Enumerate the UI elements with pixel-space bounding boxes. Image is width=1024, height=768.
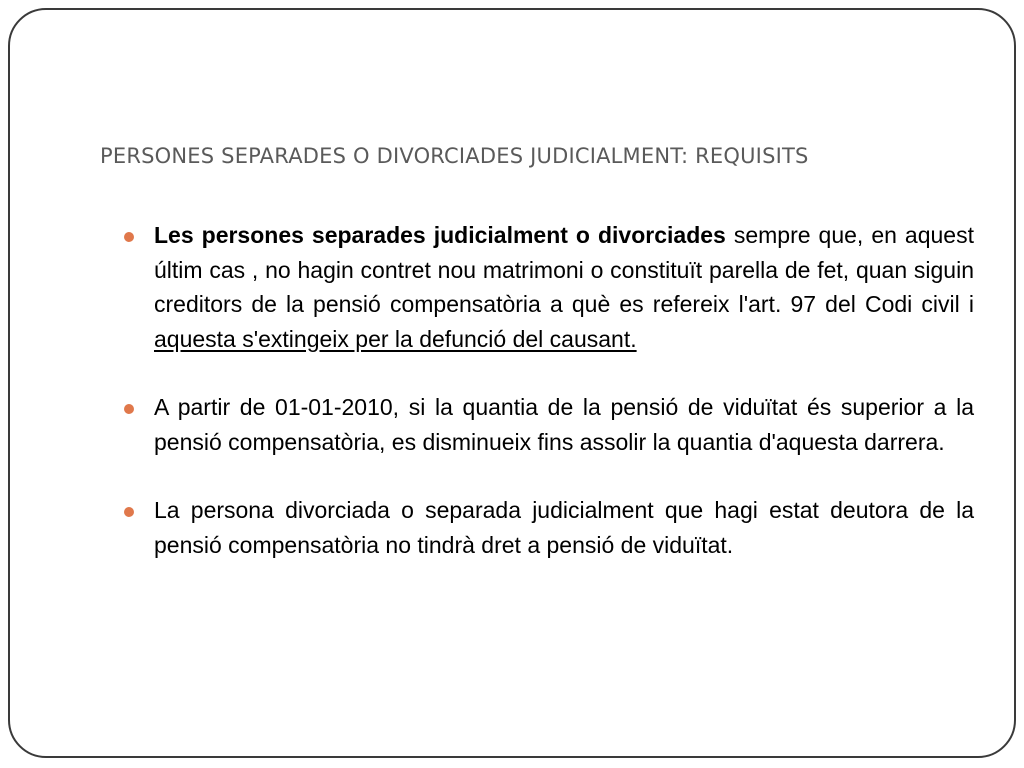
slide-title: PERSONES SEPARADES O DIVORCIADES JUDICIALMENT: REQUISITS [100,144,809,168]
bullet-dot-icon [124,404,134,414]
bullet-dot-icon [124,232,134,242]
bullet-1-bold-text: Les persones separades judicialment o divorciades [154,222,726,248]
bullet-item-3 [122,493,974,562]
bullet-text-2: A partir de 01-01-2010, si la quantia de la pensió de viduïtat és superior a la pensió compensatòria, es disminueix fins assolir la quantia d'aquesta darrera. [154,394,974,455]
bullet-dot-icon [124,507,134,517]
bullet-text-1 [154,222,974,352]
bullet-item-1 [122,218,974,356]
bullet-list [122,218,974,562]
bullet-item-2 [122,390,974,459]
bullet-1-underlined-text: aquesta s'extingeix per la defunció del causant. [154,325,637,352]
slide-frame [8,8,1016,758]
bullet-1-regular-text: sempre que, en aquest últim cas , no hagin contret nou matrimoni o constituït parella de fet, quan siguin creditors de la pensió compensatòria a què es refereix l'art. 97 del Codi civil i [154,222,974,317]
bullet-text-3: La persona divorciada o separada judicialment que hagi estat deutora de la pensió compensatòria no tindrà dret a pensió de viduïtat. [154,497,974,558]
